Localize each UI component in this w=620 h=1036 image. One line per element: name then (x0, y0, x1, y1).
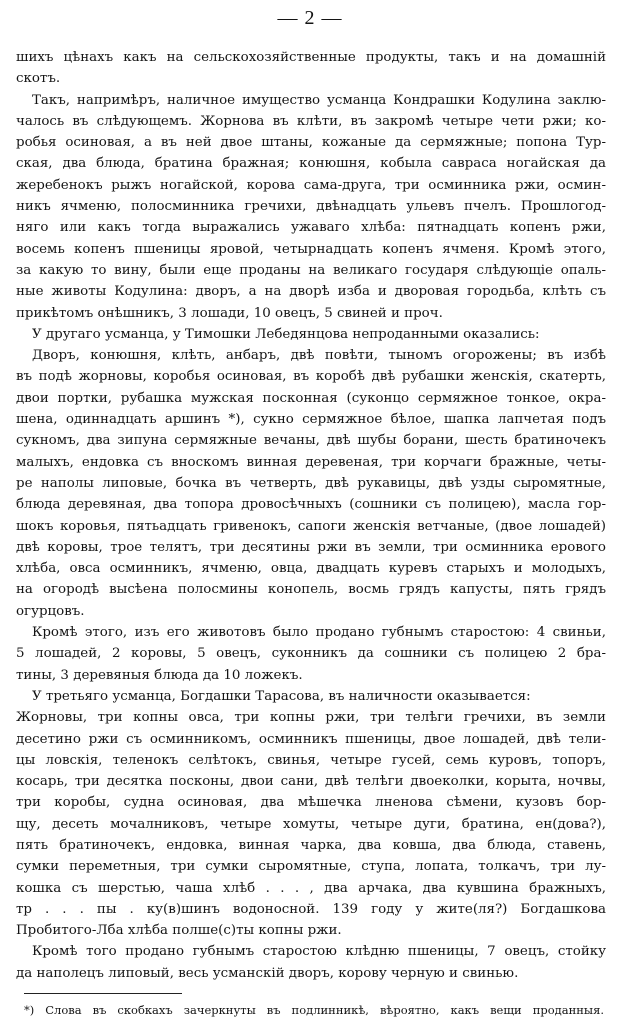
text-line: блюда деревяная, два топора дровосѣчныхъ (сошники съ полицею), масла гор- (16, 497, 606, 513)
body-text (16, 47, 606, 984)
text-line: двои портки, рубашка мужская посконная (суконцо сермяжное тонкое, окра- (16, 390, 606, 406)
text-line: Кромѣ этого, изъ его животовъ было продано губнымъ старостою: 4 свиньи, (32, 625, 606, 641)
text-line: двѣ коровы, трое телятъ, три десятины ржи въ земли, три осминника ерового (16, 539, 606, 555)
text-line: кошка съ шерстью, чаша хлѣб . . . , два арчака, два кувшина бражныхъ, (16, 880, 606, 896)
text-line: шена, одиннадцать аршинъ *), сукно сермяжное бѣлое, шапка лапчетая подъ (16, 412, 606, 428)
text-line: У третьяго усманца, Богдашки Тарасова, въ наличности оказывается: (32, 688, 531, 704)
text-line: сукномъ, два зипуна сермяжные вечаны, двѣ шубы борани, шесть братиночекъ (16, 433, 606, 449)
text-line: три коробы, судна осиновая, два мѣшечка лненова сѣмени, кузовъ бор- (16, 795, 606, 811)
page-number: — 2 — (277, 7, 343, 29)
text-line: чалось въ слѣдующемъ. Жорнова въ клѣти, въ закромѣ четыре чети ржи; ко- (16, 113, 606, 129)
text-line: да наполецъ липовый, весь усманскій дворъ, корову черную и свинью. (16, 965, 519, 981)
text-line: огурцовъ. (16, 603, 85, 619)
text-line: шокъ коровья, пятьадцать гривенокъ, сапоги женскія ветчаные, (двое лошадей) (16, 518, 606, 534)
text-line: восемь копенъ пшеницы яровой, четырнадцать копенъ ячменя. Кромѣ этого, (16, 241, 606, 257)
text-line: Кромѣ того продано губнымъ старостою клѣдню пшеницы, 7 овецъ, стойку (32, 944, 606, 960)
text-line: пять братиночекъ, ендовка, винная чарка, два ковша, два блюда, ставень, (16, 837, 606, 853)
text-line: 5 лошадей, 2 коровы, 5 овецъ, суконникъ да сошники съ полицею 2 бра- (16, 646, 606, 662)
text-line: малыхъ, ендовка съ вноскомъ винная деревеная, три корчаги бражные, четы- (16, 454, 606, 470)
text-line: ская, два блюда, братина бражная; конюшня, кобыла савраса ногайская да (16, 156, 606, 172)
text-line: десетино ржи съ осминникомъ, осминникъ пшеницы, двое лошадей, двѣ тели- (16, 731, 606, 747)
text-line: ные животы Кодулина: дворъ, а на дворѣ изба и дворовая городьба, клѣть съ (16, 284, 606, 300)
text-line: щу, десеть мочалниковъ, четыре хомуты, четыре дуги, братина, ен(дова?), (16, 816, 606, 832)
text-line: на огородѣ высѣена полосмины конопель, восмь грядъ капусты, пять грядъ (16, 582, 606, 598)
text-line: скотъ. (16, 71, 61, 87)
text-line: тины, 3 деревяныя блюда да 10 ложекъ. (16, 667, 303, 683)
text-line: Пробитого-Лба хлѣба полше(с)ты копны ржи. (16, 923, 342, 939)
text-line: тр . . . пы . ку(в)шинъ водоносной. 139 году у жите(ля?) Богдашкова (16, 901, 606, 917)
text-line: няго или какъ тогда выражались ужаваго хлѣба: пятнадцать копенъ ржи, (16, 220, 606, 236)
text-line: У другаго усманца, у Тимошки Лебедянцова непроданными оказались: (32, 326, 540, 342)
text-line: цы ловскія, теленокъ селѣтокъ, свинья, четыре гусей, семь куровъ, топоръ, (16, 752, 606, 768)
text-line: за какую то вину, были еще проданы на великаго государя слѣдующіе опаль- (16, 262, 606, 278)
text-line: въ подѣ жорновы, коробья осиновая, въ коробѣ двѣ рубашки женскія, скатерть, (16, 369, 606, 385)
text-line: шихъ цѣнахъ какъ на сельскохозяйственные продукты, такъ и на домашній (16, 50, 606, 65)
footnote: *) Слова въ скобкахъ зачеркнуты въ подлинникѣ, вѣроятно, какъ вещи проданныя. (24, 1003, 604, 1017)
text-line: жеребенокъ рыжъ ногайской, корова сама-друга, три осминника ржи, осмин- (16, 177, 606, 193)
text-line: никъ ячменю, полосминника гречихи, двѣнадцать ульевъ пчелъ. Прошлогод- (16, 199, 606, 215)
text-line: ре наполы липовые, бочка въ четверть, двѣ рукавицы, двѣ узды сыромятные, (16, 475, 606, 491)
footnote-divider (24, 993, 182, 994)
text-line: прикѣтомъ онѣшникъ, 3 лошади, 10 овецъ, 5 свиней и проч. (16, 305, 443, 321)
text-line: сумки переметныя, три сумки сыромятные, ступа, лопата, толкачъ, три лу- (16, 859, 606, 875)
text-line: хлѣба, овса осминникъ, ячменю, овца, двадцать куревъ старыхъ и молодыхъ, (16, 561, 606, 577)
text-line: косарь, три десятка посконы, двои сани, двѣ телѣги двоеколки, корыта, ночвы, (16, 774, 606, 790)
text-line: Такъ, напримѣръ, наличное имущество усманца Кондрашки Кодулина заклю- (32, 92, 606, 108)
text-line: Жорновы, три копны овса, три копны ржи, три телѣги гречихи, въ земли (16, 710, 606, 726)
text-line: Дворъ, конюшня, клѣть, анбаръ, двѣ повѣти, тыномъ огорожены; въ избѣ (32, 348, 606, 364)
text-line: робья осиновая, а въ ней двое штаны, кожаные да сермяжные; попона Тур- (16, 135, 606, 151)
